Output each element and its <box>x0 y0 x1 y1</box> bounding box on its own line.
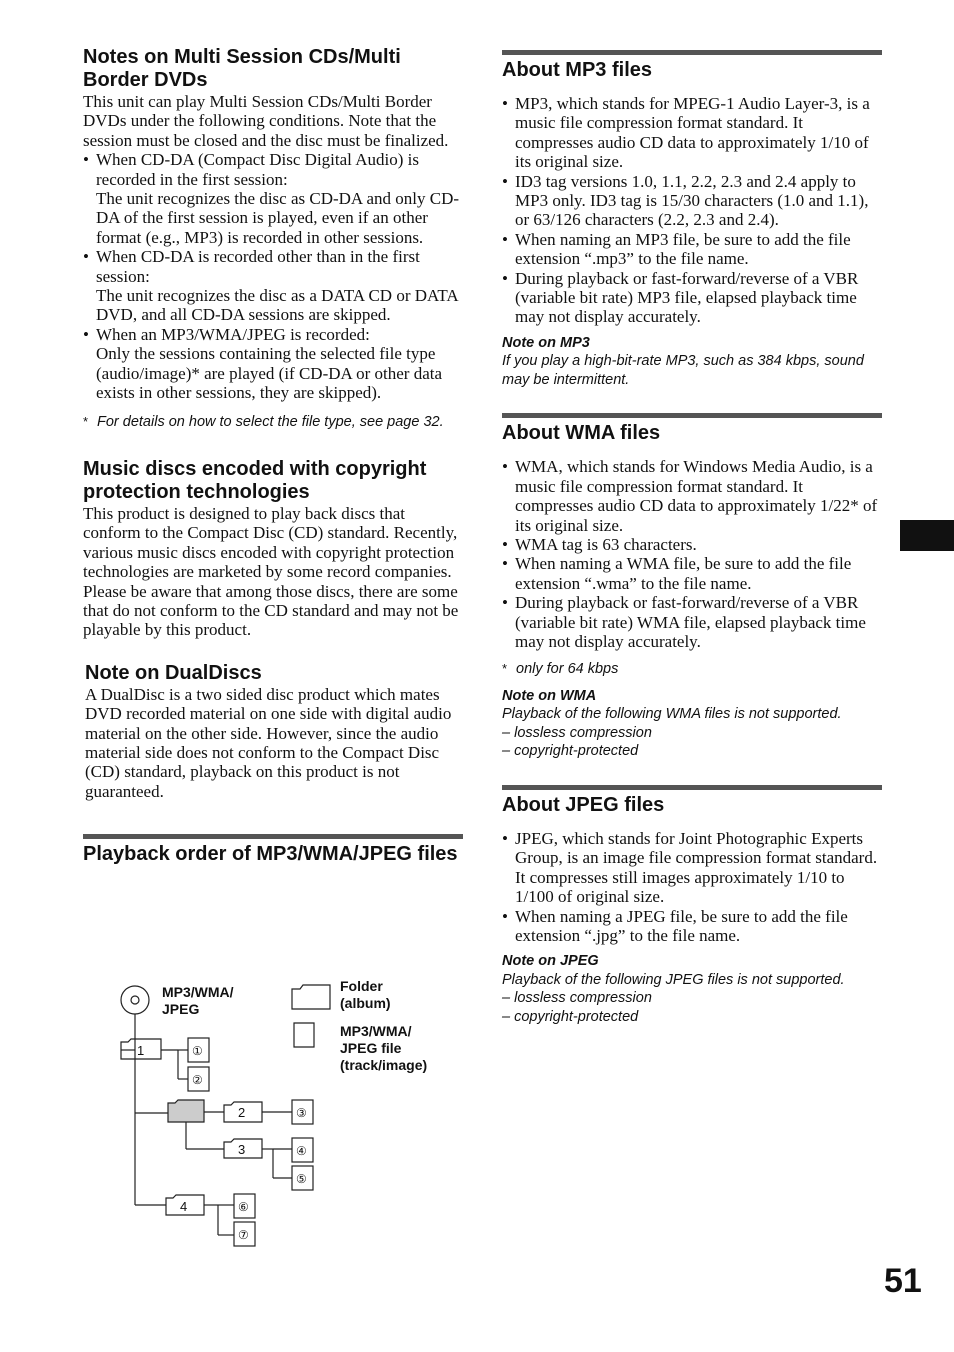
multisession-list <box>83 150 463 402</box>
jpeg-note-line: – copyright-protected <box>502 1008 639 1025</box>
file-number: ④ <box>296 1144 307 1158</box>
legend-file-label: MP3/WMA/ <box>340 1023 412 1039</box>
file-number: ⑤ <box>296 1172 307 1186</box>
dualdisc-body: A DualDisc is a two sided disc product which mates DVD recorded material on one side with digital audio material on the other side. However, since the audio material side does not conform to the Compact Disc (CD) standard, playback on this product is not guaranteed. <box>85 684 452 801</box>
wma-note-line: – copyright-protected <box>502 743 639 760</box>
legend-file-label: (track/image) <box>340 1057 428 1073</box>
legend-folder-label: (album) <box>340 995 391 1011</box>
jpeg-note-line: – lossless compression <box>502 990 652 1007</box>
list-item: • During playback or fast-forward/reverse of a VBR (variable bit rate) MP3 file, elapsed playback time may not display accurately. <box>502 269 882 327</box>
multisession-footnote: * For details on how to select the file type, see page 32. <box>83 413 444 430</box>
root-label: MP3/WMA/ <box>162 984 234 1000</box>
jpeg-heading: About JPEG files <box>502 793 665 816</box>
wma-note-line: Playback of the following WMA files is not supported. <box>502 706 842 723</box>
folder-number: 3 <box>238 1142 246 1157</box>
mp3-note-text: If you play a high-bit-rate MP3, such as 384 kbps, sound may be intermittent. <box>502 353 864 388</box>
mp3-list <box>502 94 882 327</box>
file-number: ⑥ <box>238 1200 249 1214</box>
jpeg-list <box>502 829 882 945</box>
copyright-heading: Music discs encoded with copyright protection technologies <box>83 458 427 503</box>
file-number: ② <box>192 1073 203 1087</box>
wma-footnote: * only for 64 kbps <box>502 661 619 678</box>
file-number: ⑦ <box>238 1228 249 1242</box>
wma-heading: About WMA files <box>502 422 661 445</box>
list-item: • When naming a WMA file, be sure to add the file extension “.wma” to the file name. <box>502 554 882 593</box>
folder-number: 4 <box>180 1199 188 1214</box>
list-item: • During playback or fast-forward/reverse of a VBR (variable bit rate) WMA file, elapsed playback time may not display accurately. <box>502 593 882 651</box>
jpeg-note-title: Note on JPEG <box>502 953 599 970</box>
root-label: JPEG <box>162 1001 200 1017</box>
mp3-note-title: Note on MP3 <box>502 334 590 351</box>
mp3-section <box>502 50 882 82</box>
legend-file-label: JPEG file <box>340 1040 402 1056</box>
multisession-heading: Notes on Multi Session CDs/Multi Border DVDs <box>83 46 401 91</box>
page-number: 51 <box>884 1262 922 1300</box>
file-number: ① <box>192 1044 203 1058</box>
right-column <box>502 50 882 1026</box>
list-item: • JPEG, which stands for Joint Photographic Experts Group, is an image file compression format standard. It compresses still images approximately 1/10 to 1/100 of original size. <box>502 829 882 907</box>
list-item: • When naming an MP3 file, be sure to add the file extension “.mp3” to the file name. <box>502 230 882 269</box>
list-item: • When naming a JPEG file, be sure to add the file extension “.jpg” to the file name. <box>502 907 882 946</box>
jpeg-note-line: Playback of the following JPEG files is not supported. <box>502 971 845 988</box>
list-item: • When an MP3/WMA/JPEG is recorded: Only the sessions containing the selected file type (audio/image)* are played (if CD-DA or other data exists in other sessions, they are skipped). <box>83 325 463 403</box>
dualdisc-section <box>85 662 463 801</box>
disc-icon <box>121 986 149 1014</box>
list-item: • ID3 tag versions 1.0, 1.1, 2.2, 2.3 and 2.4 apply to MP3 only. ID3 tag is 15/30 characters (1.0 and 1.1), or 63/126 characters (2.2, 2.3 and 2.4). <box>502 172 882 230</box>
wma-note-title: Note on WMA <box>502 687 597 704</box>
copyright-body: This product is designed to play back discs that conform to the Compact Disc (CD) standard. Recently, various music discs encoded with copyright protection technologies are marketed by some record companies. Please be aware that among those discs, there are some that do not conform to the CD standard and may not be playable by this product. <box>83 504 459 640</box>
file-number: ③ <box>296 1106 307 1120</box>
folder-legend-icon <box>292 985 330 1009</box>
legend-folder-label: Folder <box>340 978 383 994</box>
list-item: • MP3, which stands for MPEG-1 Audio Layer-3, is a music file compression format standard. It compresses audio CD data to approximately 1/10 of its original size. <box>502 94 882 172</box>
playback-section <box>83 834 463 866</box>
wma-list <box>502 457 882 651</box>
list-item: • When CD-DA (Compact Disc Digital Audio) is recorded in the first session: The unit recognizes the disc as CD-DA and only CD-DA of the first session is played, even if an other format (e.g., MP3) is recorded in other sessions. <box>83 150 463 247</box>
folder-number: 1 <box>137 1043 145 1058</box>
list-item: • WMA, which stands for Windows Media Audio, is a music file compression format standard. It compresses audio CD data to approximately 1/22* of its original size. <box>502 457 882 535</box>
wma-note-line: – lossless compression <box>502 724 652 741</box>
list-item: • When CD-DA is recorded other than in the first session: The unit recognizes the disc as a DATA CD or DATA DVD, and all CD-DA sessions are skipped. <box>83 247 463 325</box>
list-item: • WMA tag is 63 characters. <box>502 535 882 554</box>
playback-heading: Playback order of MP3/WMA/JPEG files <box>83 843 458 866</box>
left-column <box>83 46 463 866</box>
section-tab-marker <box>900 520 954 551</box>
folder-icon <box>168 1100 204 1122</box>
jpeg-section <box>502 785 882 817</box>
multisession-intro: This unit can play Multi Session CDs/Multi Border DVDs under the following conditions. Note that the session must be closed and the disc must be finalized. <box>83 92 449 150</box>
mp3-heading: About MP3 files <box>502 59 653 81</box>
folder-number: 2 <box>238 1105 246 1120</box>
playback-order-diagram <box>118 975 458 1255</box>
file-legend-icon <box>294 1023 314 1047</box>
wma-section <box>502 413 882 445</box>
dualdisc-heading: Note on DualDiscs <box>85 661 262 684</box>
